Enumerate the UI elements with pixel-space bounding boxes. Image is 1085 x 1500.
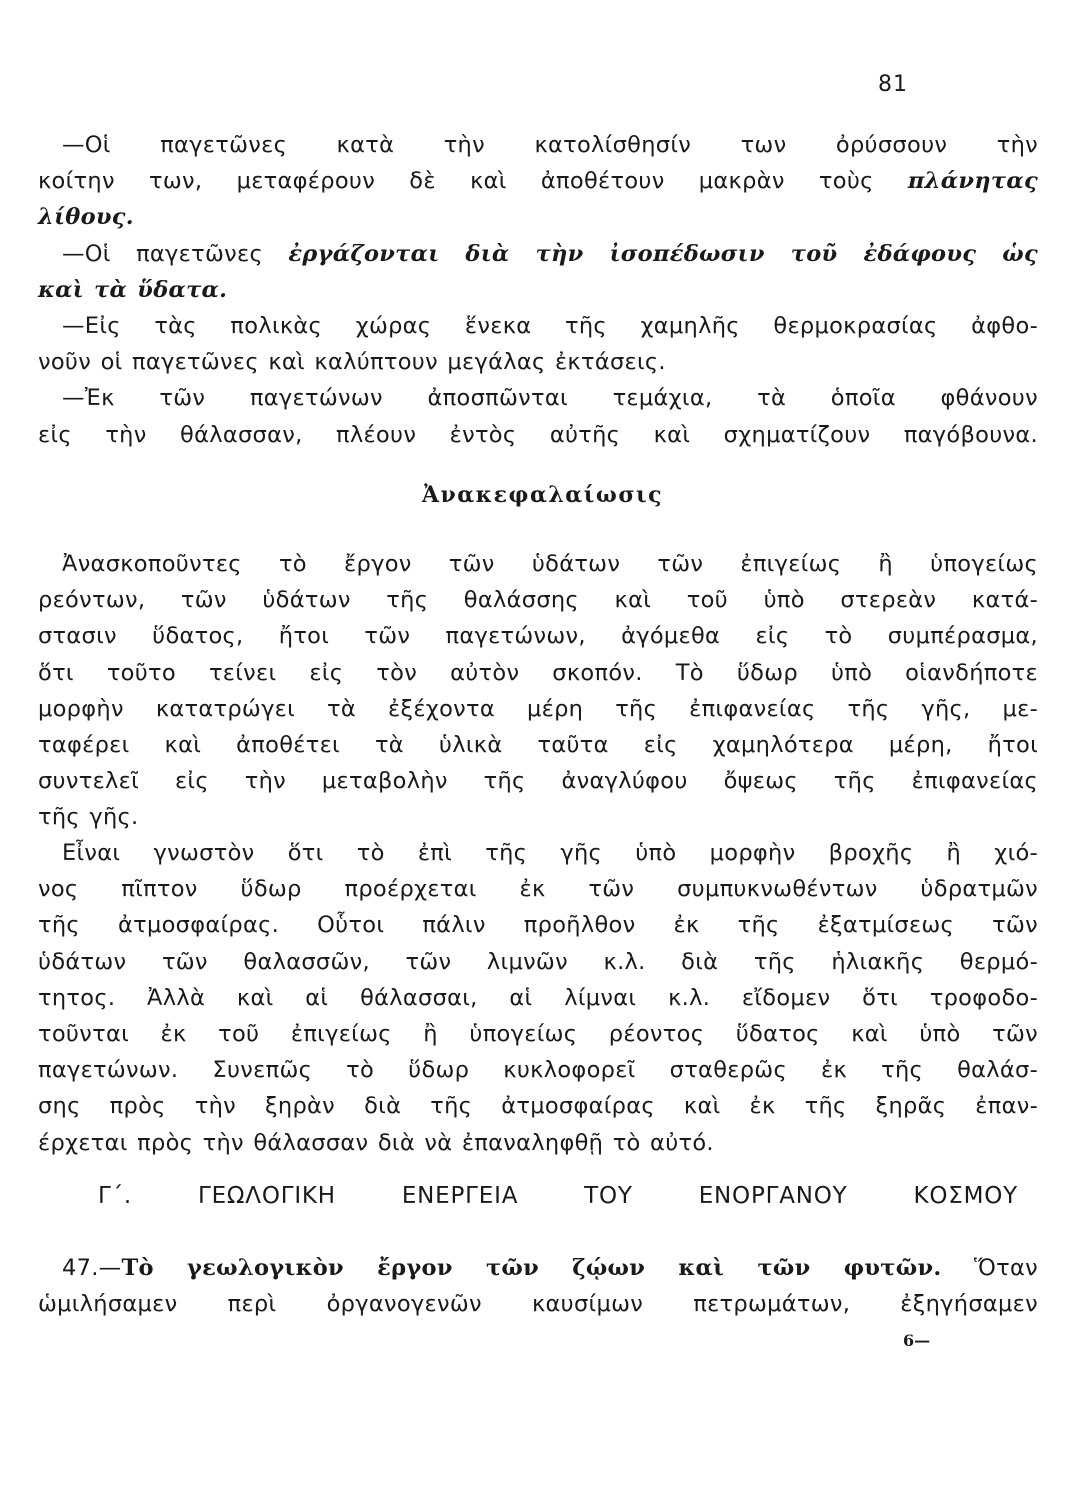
text-line: συντελεῖ εἰς τὴν μεταβολὴν τῆς ἀναγλύφου ὄψεως τῆς ἐπιφανείας <box>38 768 1038 795</box>
text-line: μορφὴν κατατρώγει τὰ ἐξέχοντα μέρη τῆς ἐπιφανείας τῆς γῆς, με- <box>38 695 1038 722</box>
paragraph-title: Τὸ γεωλογικὸν ἔργον τῶν ζῴων καὶ τῶν φυτῶν. <box>121 1255 942 1281</box>
summary-paragraph-1 <box>38 546 1038 836</box>
paragraph-number: 47.— <box>62 1255 122 1281</box>
text-line: —Ἐκ τῶν παγετώνων ἀποσπῶνται τεμάχια, τὰ ὁποῖα φθάνουν <box>62 385 1038 412</box>
page-number: 81 <box>878 72 908 97</box>
text-line: —Οἱ παγετῶνες κατὰ τὴν κατολίσθησίν των ὀρύσσουν τὴν <box>62 132 1038 158</box>
text-line: ὡμιλήσαμεν περὶ ὀργανογενῶν καυσίμων πετρωμάτων, ἐξηγήσαμεν <box>38 1291 1038 1318</box>
summary-heading: Ἀνακεφαλαίωσις <box>421 482 664 508</box>
text-line: νοῦν οἱ παγετῶνες καὶ καλύπτουν μεγάλας ἐκτάσεις. <box>38 349 666 376</box>
text-line: ρεόντων, τῶν ὑδάτων τῆς θαλάσσης καὶ τοῦ ὑπὸ στερεὰν κατά- <box>38 587 1038 614</box>
text-line: εἰς τὴν θάλασσαν, πλέουν ἐντὸς αὐτῆς καὶ σχηματίζουν παγόβουνα. <box>38 421 1038 448</box>
text-line: τοῦνται ἐκ τοῦ ἐπιγείως ἢ ὑπογείως ρέοντος ὕδατος καὶ ὑπὸ τῶν <box>38 1020 1038 1047</box>
text-line: έρχεται πρὸς τὴν θάλασσαν διὰ νὰ ἐπαναληφθῇ τὸ αὐτό. <box>38 1129 714 1156</box>
emphasis: πλάνητας <box>907 168 1038 195</box>
glacier-points <box>38 127 1038 453</box>
text-line: παγετώνων. Συνεπῶς τὸ ὕδωρ κυκλοφορεῖ σταθερῶς ἐκ τῆς θαλάσ- <box>38 1057 1038 1084</box>
signature-mark: 6— <box>903 1331 931 1350</box>
text-line: ταφέρει καὶ ἀποθέτει τὰ ὑλικὰ ταῦτα εἰς χαμηλότερα μέρη, ἤτοι <box>38 731 1038 758</box>
text-line: στασιν ὕδατος, ἤτοι τῶν παγετώνων, ἀγόμεθα εἰς τὸ συμπέρασμα, <box>38 623 1038 650</box>
summary-paragraph-2 <box>38 835 1038 1161</box>
text-line: κοίτην των, μεταφέρουν δὲ καὶ ἀποθέτουν μακρὰν τοὺς πλάνητας <box>38 168 1038 195</box>
emphasis-line: καὶ τὰ ὕδατα. <box>38 276 228 303</box>
text-line: σης πρὸς τὴν ξηρὰν διὰ τῆς ἀτμοσφαίρας καὶ ἐκ τῆς ξηρᾶς ἐπαν- <box>38 1093 1038 1120</box>
text-line: τητος. Ἀλλὰ καὶ αἱ θάλασσαι, αἱ λίμναι κ.λ. εἴδομεν ὅτι τροφοδο- <box>38 984 1038 1011</box>
text-line: ὑδάτων τῶν θαλασσῶν, τῶν λιμνῶν κ.λ. διὰ τῆς ἡλιακῆς θερμό- <box>38 948 1038 975</box>
text-line: —Οἱ παγετῶνες ἐργάζονται διὰ τὴν ἰσοπέδωσιν τοῦ ἐδάφους ὡς <box>62 240 1039 267</box>
emphasis: ἐργάζονται διὰ τὴν ἰσοπέδωσιν τοῦ ἐδάφους ὡς <box>288 240 1039 267</box>
text-line: τῆς ἀτμοσφαίρας. Οὗτοι πάλιν προῆλθον ἐκ τῆς ἐξατμίσεως τῶν <box>38 912 1038 939</box>
paragraph-47 <box>38 1250 1038 1322</box>
text-line: νος πῖπτον ὕδωρ προέρχεται ἐκ τῶν συμπυκνωθέντων ὑδρατμῶν <box>38 876 1038 903</box>
emphasis-line: λίθους. <box>38 204 134 231</box>
text-line: 47.—Τὸ γεωλογικὸν ἔργον τῶν ζῴων καὶ τῶν φυτῶν. Ὅταν <box>62 1255 1039 1281</box>
text-line: Ἀνασκοποῦντες τὸ ἔργον τῶν ὑδάτων τῶν ἐπιγείως ἢ ὑπογείως <box>62 551 1038 577</box>
text-line: τῆς γῆς. <box>38 804 139 831</box>
text-line: —Εἰς τὰς πολικὰς χώρας ἕνεκα τῆς χαμηλῆς θερμοκρασίας ἀφθο- <box>62 312 1038 339</box>
text-line: ὅτι τοῦτο τείνει εἰς τὸν αὐτὸν σκοπόν. Τὸ ὕδωρ ὑπὸ οἱανδήποτε <box>38 659 1038 686</box>
text-line: Εἶναι γνωστὸν ὅτι τὸ ἐπὶ τῆς γῆς ὑπὸ μορφὴν βροχῆς ἢ χιό- <box>62 840 1038 866</box>
section-title: Γ΄. ΓΕΩΛΟΓΙΚΗ ΕΝΕΡΓΕΙΑ ΤΟΥ ΕΝΟΡΓΑΝΟΥ ΚΟΣΜΟΥ <box>98 1183 1018 1209</box>
